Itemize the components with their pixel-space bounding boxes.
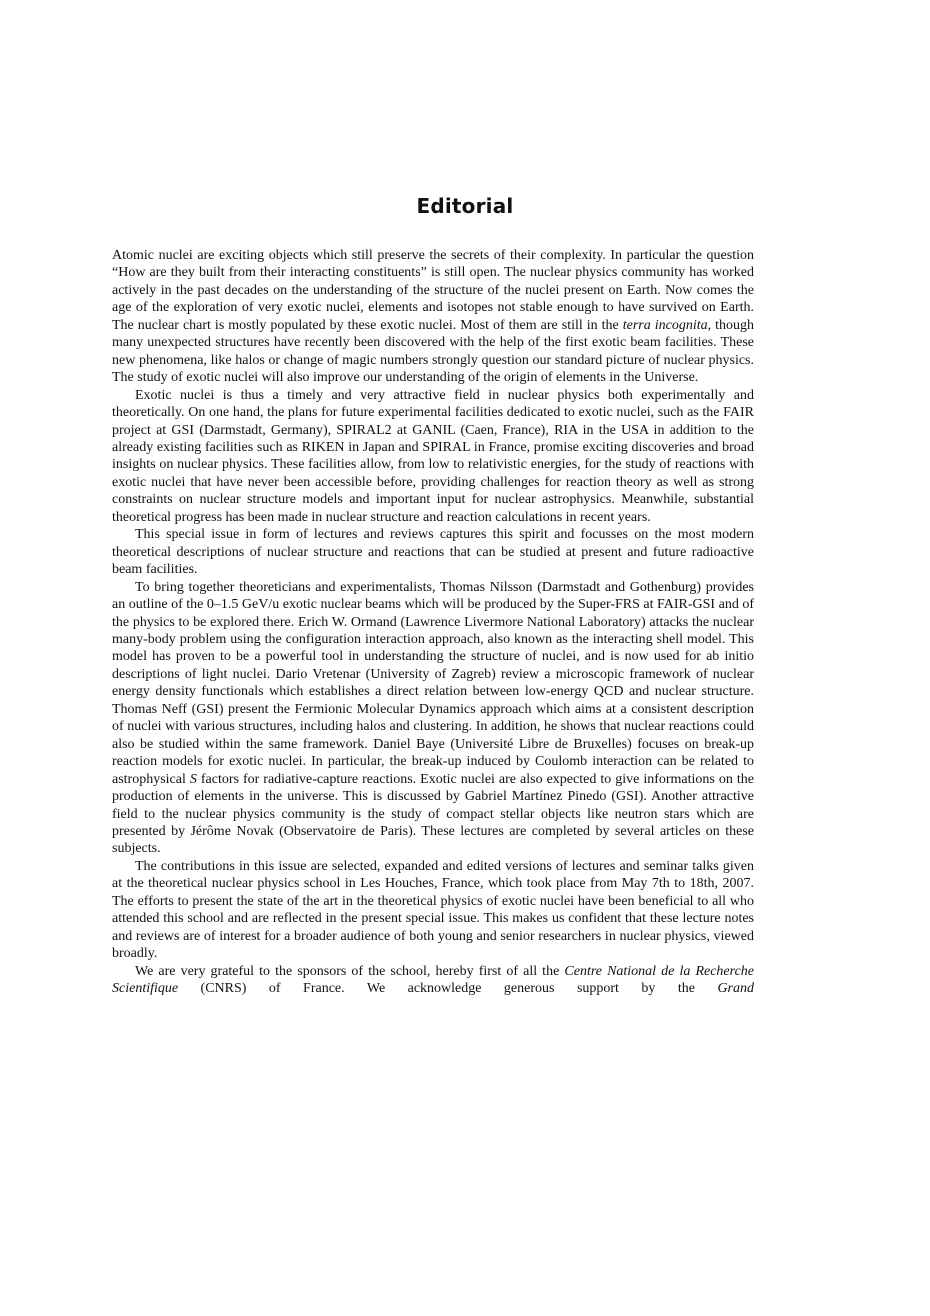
text-run: factors for radiative-capture reactions. Exotic nuclei are also expected to give informations on the production of elements in the universe. This is discussed by Gabriel Martínez Pinedo (GSI). Another attractive field to the nuclear physics community is the study of compact stellar objects like neutron stars which are presented by Jérôme Novak (Observatoire de Paris). These lectures are completed by several articles on these subjects. bbox=[112, 771, 754, 857]
paragraph bbox=[112, 858, 754, 963]
text-run: This special issue in form of lectures and reviews captures this spirit and focusses on the most modern theoretical descriptions of nuclear structure and reactions that can be studied at present and future radioactive beam facilities. bbox=[112, 527, 754, 578]
text-run: The contributions in this issue are selected, expanded and edited versions of lectures and seminar talks given at the theoretical nuclear physics school in Les Houches, France, which took place from May 7th to 18th, 2007. The efforts to present the state of the art in the theoretical physics of exotic nuclei have been beneficial to all who attended this school and are reflected in the present special issue. This makes us confident that these lecture notes and reviews are of interest for a broader audience of both young and senior researchers in nuclear physics, viewed broadly. bbox=[112, 858, 754, 962]
editorial-body bbox=[112, 247, 754, 997]
italic-text: S bbox=[189, 771, 197, 787]
italic-text: Centre National de la Recherche Scientifique bbox=[112, 963, 754, 997]
italic-text: terra incognita bbox=[622, 317, 708, 333]
text-run: Exotic nuclei is thus a timely and very attractive field in nuclear physics both experimentally and theoretically. On one hand, the plans for future experimental facilities dedicated to exotic nuclei, such as the FAIR project at GSI (Darmstadt, Germany), SPIRAL2 at GANIL (Caen, France), RIA in the USA in addition to the already existing facilities such as RIKEN in Japan and SPIRAL in France, promise exciting discoveries and broad insights on nuclear physics. These facilities allow, from low to relativistic energies, for the study of reactions with exotic nuclei that have never been accessible before, providing challenges for reaction theory as well as strong constraints on nuclear structure models and important input for nuclear astrophysics. Meanwhile, substantial theoretical progress has been made in nuclear structure and reaction calculations in recent years. bbox=[112, 387, 754, 525]
text-run: To bring together theoreticians and experimentalists, Thomas Nilsson (Darmstadt and Gothenburg) provides an outline of the 0–1.5 GeV/u exotic nuclear beams which will be produced by the Super-FRS at FAIR-GSI and of the physics to be explored there. Erich W. Ormand (Lawrence Livermore National Laboratory) attacks the nuclear many-body problem using the configuration interaction approach, also known as the interacting shell model. This model has proven to be a powerful tool in understanding the structure of nuclei, and is now used for ab initio descriptions of light nuclei. Dario Vretenar (University of Zagreb) review a microscopic framework of nuclear energy density functionals which establishes a direct relation between low-energy QCD and nuclear structure. Thomas Neff (GSI) present the Fermionic Molecular Dynamics approach which aims at a consistent description of nuclei with various structures, including halos and clustering. In addition, he shows that nuclear reactions could also be studied within the same framework. Daniel Baye (Université Libre de Bruxelles) focuses on break-up reaction models for exotic nuclei. In particular, the break-up induced by Coulomb interaction can be related to astrophysical bbox=[112, 579, 754, 787]
text-run: Atomic nuclei are exciting objects which still preserve the secrets of their complexity. In particular the question “How are they built from their interacting constituents” is still open. The nuclear physics community has worked actively in the past decades on the understanding of the structure of the nuclei present on Earth. Now comes the age of the exploration of very exotic nuclei, elements and isotopes not stable enough to have survived on Earth. The nuclear chart is mostly populated by these exotic nuclei. Most of them are still in the bbox=[112, 248, 754, 333]
text-run: We are very grateful to the sponsors of the school, hereby first of all the bbox=[135, 963, 565, 979]
paragraph bbox=[112, 526, 754, 578]
page-title: Editorial bbox=[416, 194, 514, 218]
paragraph bbox=[112, 387, 754, 527]
paragraph bbox=[112, 963, 754, 998]
paragraph bbox=[112, 579, 754, 858]
italic-text: Grand bbox=[717, 981, 754, 997]
paragraph bbox=[112, 247, 754, 387]
text-run: (CNRS) of France. We acknowledge generous support by the bbox=[178, 981, 718, 997]
text-run: , though many unexpected structures have recently been discovered with the help of the first exotic beam facilities. These new phenomena, like halos or change of magic numbers strongly question our standard picture of nuclear physics. The study of exotic nuclei will also improve our understanding of the origin of elements in the Universe. bbox=[112, 317, 755, 386]
